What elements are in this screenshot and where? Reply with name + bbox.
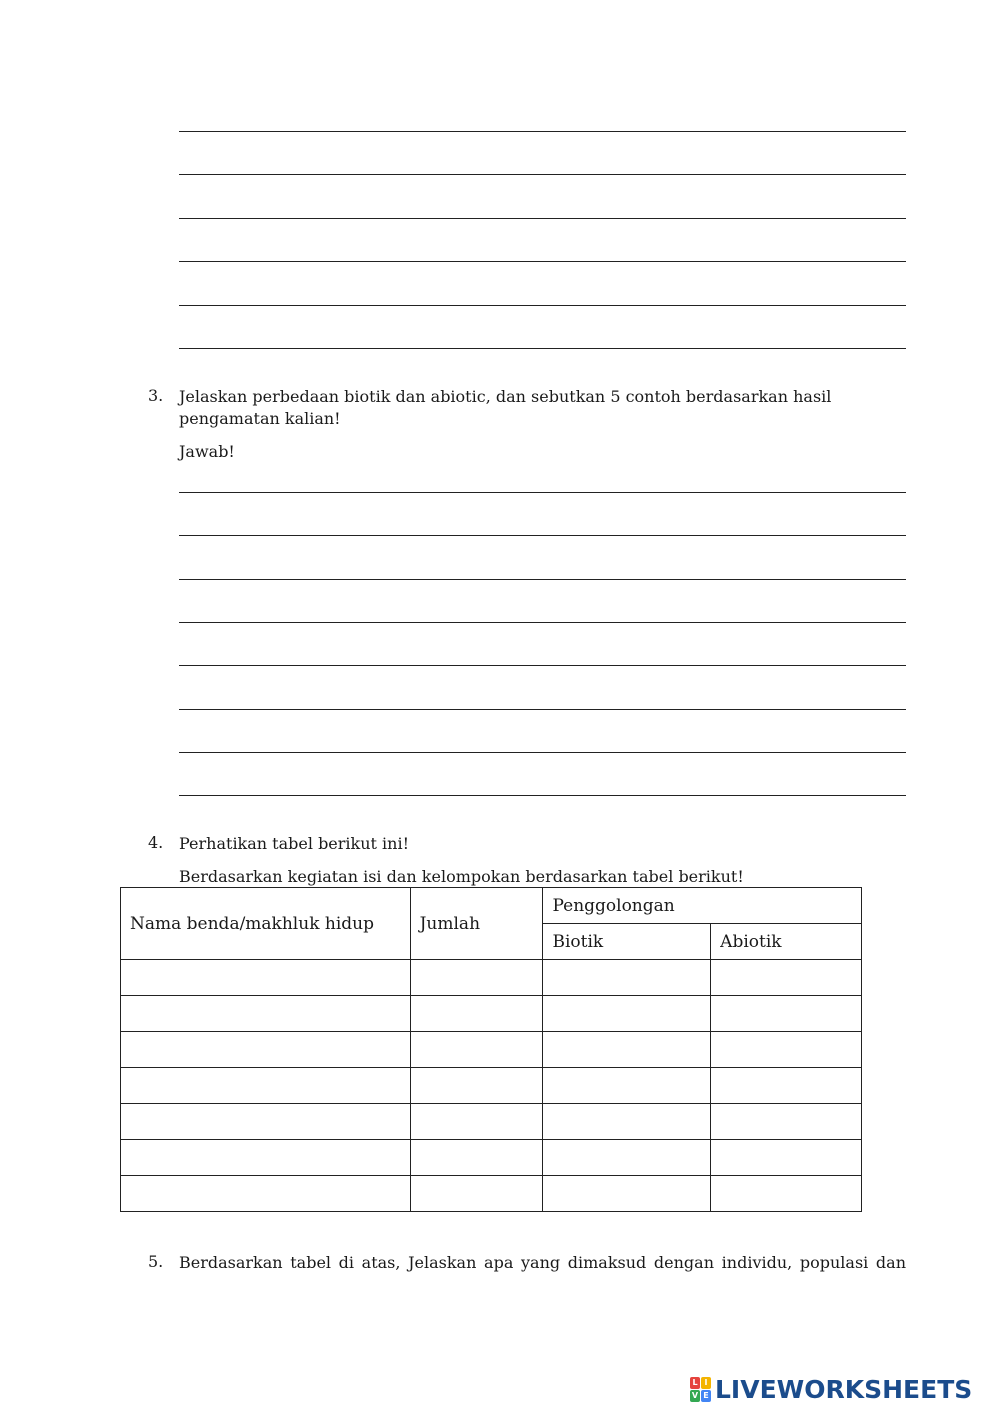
table-cell[interactable] bbox=[543, 1176, 711, 1212]
table-cell[interactable] bbox=[410, 1068, 543, 1104]
answer-label: Jawab! bbox=[179, 442, 235, 461]
live-icon: L I V E bbox=[690, 1377, 711, 1402]
answer-line[interactable] bbox=[179, 579, 906, 580]
liveworksheets-logo bbox=[690, 1375, 972, 1403]
answer-line[interactable] bbox=[179, 492, 906, 493]
table-row bbox=[121, 960, 862, 996]
table-cell[interactable] bbox=[543, 960, 711, 996]
table-cell[interactable] bbox=[543, 996, 711, 1032]
classification-table bbox=[120, 887, 862, 1212]
question-5-text: Berdasarkan tabel di atas, Jelaskan apa yang dimaksud dengan individu, populasi dan bbox=[179, 1253, 906, 1272]
question-4-instruction: Berdasarkan kegiatan isi dan kelompokan berdasarkan tabel berikut! bbox=[179, 867, 744, 886]
table-cell[interactable] bbox=[410, 960, 543, 996]
table-cell[interactable] bbox=[121, 1104, 411, 1140]
answer-line[interactable] bbox=[179, 305, 906, 306]
table-cell[interactable] bbox=[410, 1140, 543, 1176]
table-cell[interactable] bbox=[711, 1068, 862, 1104]
table-cell[interactable] bbox=[543, 1068, 711, 1104]
header-biotic: Biotik bbox=[543, 924, 711, 960]
answer-line[interactable] bbox=[179, 665, 906, 666]
answer-line[interactable] bbox=[179, 261, 906, 262]
table-cell[interactable] bbox=[121, 960, 411, 996]
table-cell[interactable] bbox=[543, 1140, 711, 1176]
question-5-number: 5. bbox=[148, 1252, 164, 1271]
answer-line[interactable] bbox=[179, 709, 906, 710]
table-cell[interactable] bbox=[121, 1032, 411, 1068]
answer-line[interactable] bbox=[179, 622, 906, 623]
brand-name: LIVEWORKSHEETS bbox=[715, 1374, 973, 1404]
answer-line[interactable] bbox=[179, 752, 906, 753]
table-cell[interactable] bbox=[711, 1104, 862, 1140]
table-row bbox=[121, 1068, 862, 1104]
table-row bbox=[121, 1032, 862, 1068]
header-group: Penggolongan bbox=[543, 888, 862, 924]
question-4-number: 4. bbox=[148, 833, 164, 852]
header-abiotic: Abiotik bbox=[711, 924, 862, 960]
answer-line[interactable] bbox=[179, 131, 906, 132]
table-cell[interactable] bbox=[121, 996, 411, 1032]
table-row bbox=[121, 1176, 862, 1212]
answer-line[interactable] bbox=[179, 218, 906, 219]
table-cell[interactable] bbox=[711, 1032, 862, 1068]
table-cell[interactable] bbox=[711, 1140, 862, 1176]
question-4-text: Perhatikan tabel berikut ini! bbox=[179, 834, 410, 853]
table-cell[interactable] bbox=[121, 1176, 411, 1212]
answer-line[interactable] bbox=[179, 174, 906, 175]
table-row bbox=[121, 996, 862, 1032]
table-cell[interactable] bbox=[121, 1140, 411, 1176]
question-3-text: Jelaskan perbedaan biotik dan abiotic, dan sebutkan 5 contoh berdasarkan hasil pengamatan kalian! bbox=[179, 387, 832, 428]
header-count: Jumlah bbox=[410, 888, 543, 960]
table-row bbox=[121, 1140, 862, 1176]
table-cell[interactable] bbox=[410, 996, 543, 1032]
table-cell[interactable] bbox=[410, 1176, 543, 1212]
table-cell[interactable] bbox=[543, 1104, 711, 1140]
table-row bbox=[121, 1104, 862, 1140]
table-cell[interactable] bbox=[711, 960, 862, 996]
table-cell[interactable] bbox=[711, 1176, 862, 1212]
table-cell[interactable] bbox=[711, 996, 862, 1032]
table-cell[interactable] bbox=[543, 1032, 711, 1068]
table-cell[interactable] bbox=[410, 1032, 543, 1068]
question-3-number: 3. bbox=[148, 386, 164, 405]
answer-line[interactable] bbox=[179, 348, 906, 349]
answer-line[interactable] bbox=[179, 535, 906, 536]
header-name: Nama benda/makhluk hidup bbox=[121, 888, 411, 960]
table-cell[interactable] bbox=[410, 1104, 543, 1140]
answer-line[interactable] bbox=[179, 795, 906, 796]
table-cell[interactable] bbox=[121, 1068, 411, 1104]
